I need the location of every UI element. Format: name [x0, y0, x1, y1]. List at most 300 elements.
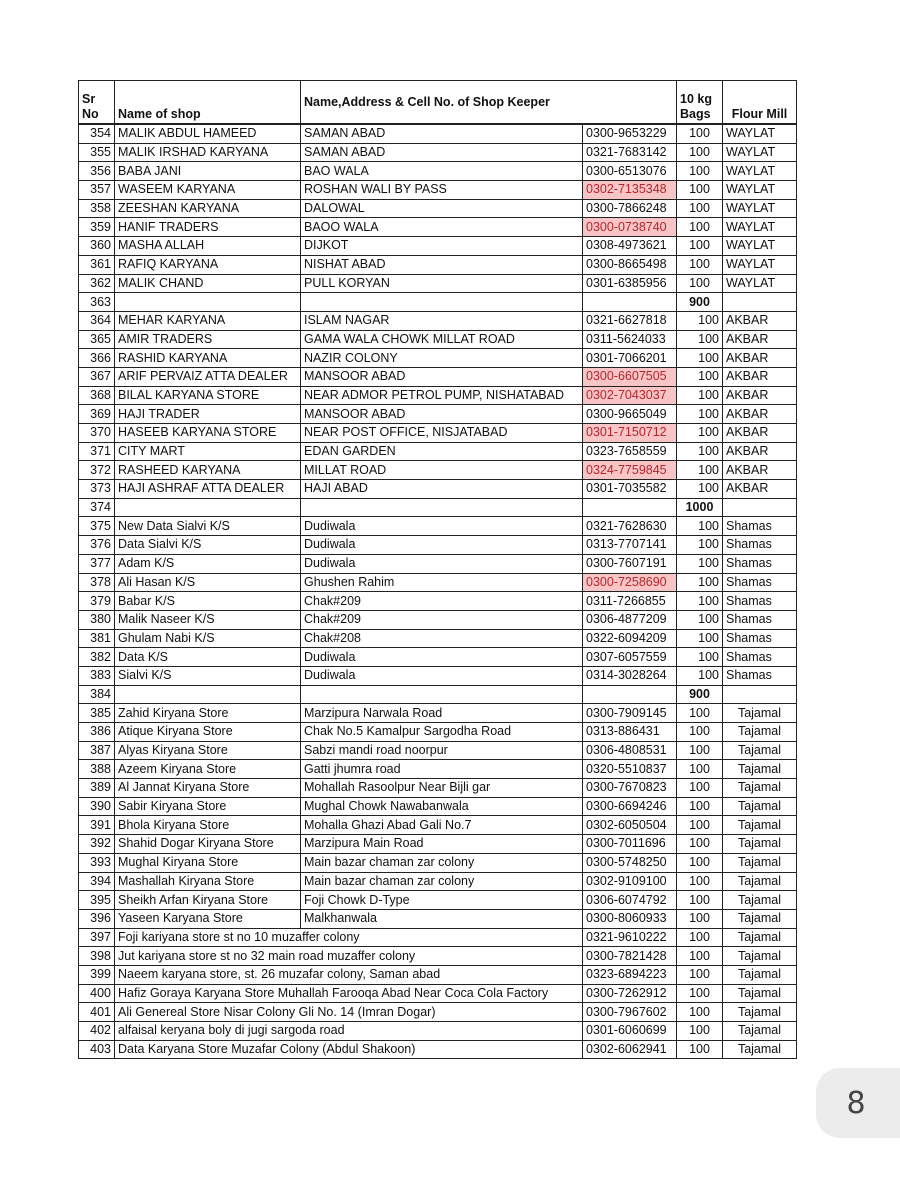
- cell-flour-mill: AKBAR: [723, 349, 797, 368]
- cell-bags: 100: [677, 573, 723, 592]
- cell-phone: [583, 498, 677, 517]
- cell-sr-no: 373: [79, 480, 115, 499]
- table-row: [79, 1003, 797, 1022]
- cell-flour-mill: WAYLAT: [723, 181, 797, 200]
- cell-bags: 100: [677, 274, 723, 293]
- cell-sr-no: 399: [79, 965, 115, 984]
- header-name-of-shop: Name of shop: [115, 81, 301, 125]
- cell-flour-mill: WAYLAT: [723, 274, 797, 293]
- cell-sr-no: 372: [79, 461, 115, 480]
- table-body: [79, 124, 797, 1059]
- table-row: [79, 255, 797, 274]
- cell-bags: 100: [677, 1040, 723, 1059]
- cell-sr-no: 401: [79, 1003, 115, 1022]
- cell-address: NAZIR COLONY: [301, 349, 583, 368]
- cell-shop-name: Data K/S: [115, 648, 301, 667]
- cell-sr-no: 358: [79, 199, 115, 218]
- cell-shop-name: Al Jannat Kiryana Store: [115, 779, 301, 798]
- cell-address: Malkhanwala: [301, 909, 583, 928]
- cell-bags: 100: [677, 723, 723, 742]
- cell-address: PULL KORYAN: [301, 274, 583, 293]
- cell-phone: 0300-9653229: [583, 124, 677, 143]
- cell-sr-no: 389: [79, 779, 115, 798]
- table-row: [79, 760, 797, 779]
- cell-address: MANSOOR ABAD: [301, 405, 583, 424]
- cell-address: [301, 293, 583, 312]
- cell-shop-name: Data Sialvi K/S: [115, 536, 301, 555]
- cell-bags: 100: [677, 162, 723, 181]
- cell-sr-no: 393: [79, 853, 115, 872]
- table-row: [79, 181, 797, 200]
- cell-shop-name: RAFIQ KARYANA: [115, 255, 301, 274]
- cell-bags: 100: [677, 704, 723, 723]
- table-row: [79, 779, 797, 798]
- cell-bags: 100: [677, 330, 723, 349]
- cell-bags: 100: [677, 610, 723, 629]
- cell-address: Dudiwala: [301, 536, 583, 555]
- cell-flour-mill: AKBAR: [723, 424, 797, 443]
- cell-address: BAO WALA: [301, 162, 583, 181]
- cell-phone: [583, 685, 677, 704]
- header-bags-bottom: Bags: [680, 107, 711, 121]
- cell-address: Ghushen Rahim: [301, 573, 583, 592]
- cell-phone: 0322-6094209: [583, 629, 677, 648]
- cell-shop-name: MEHAR KARYANA: [115, 311, 301, 330]
- cell-phone: 0323-6894223: [583, 965, 677, 984]
- cell-sr-no: 370: [79, 424, 115, 443]
- shop-table: [78, 80, 797, 1059]
- cell-flour-mill: AKBAR: [723, 330, 797, 349]
- cell-address: Gatti jhumra road: [301, 760, 583, 779]
- cell-sr-no: 398: [79, 947, 115, 966]
- cell-shop-name: Sabir Kiryana Store: [115, 797, 301, 816]
- cell-bags: 100: [677, 592, 723, 611]
- cell-sr-no: 383: [79, 666, 115, 685]
- cell-flour-mill: Tajamal: [723, 797, 797, 816]
- cell-shop-name: Mughal Kiryana Store: [115, 853, 301, 872]
- cell-sr-no: 394: [79, 872, 115, 891]
- cell-address: Chak#209: [301, 610, 583, 629]
- cell-sr-no: 371: [79, 442, 115, 461]
- cell-bags: 100: [677, 480, 723, 499]
- cell-phone: 0302-7135348: [583, 181, 677, 200]
- table-row: [79, 143, 797, 162]
- table-row: [79, 816, 797, 835]
- cell-phone: 0311-5624033: [583, 330, 677, 349]
- cell-phone: 0306-4808531: [583, 741, 677, 760]
- table-row: [79, 573, 797, 592]
- table-row: [79, 947, 797, 966]
- cell-shop-name: CITY MART: [115, 442, 301, 461]
- cell-shop-details: Jut kariyana store st no 32 main road muzaffer colony: [115, 947, 583, 966]
- cell-flour-mill: Tajamal: [723, 984, 797, 1003]
- cell-phone: 0301-7150712: [583, 424, 677, 443]
- cell-flour-mill: Tajamal: [723, 816, 797, 835]
- table-row: [79, 610, 797, 629]
- cell-flour-mill: WAYLAT: [723, 237, 797, 256]
- cell-phone: 0320-5510837: [583, 760, 677, 779]
- cell-phone: [583, 293, 677, 312]
- cell-shop-name: Sialvi K/S: [115, 666, 301, 685]
- cell-flour-mill: Shamas: [723, 592, 797, 611]
- cell-address: NEAR POST OFFICE, NISJATABAD: [301, 424, 583, 443]
- cell-address: SAMAN ABAD: [301, 124, 583, 143]
- table-row: [79, 405, 797, 424]
- cell-phone: 0302-6050504: [583, 816, 677, 835]
- cell-phone: 0300-7262912: [583, 984, 677, 1003]
- cell-bags: 100: [677, 760, 723, 779]
- cell-shop-name: MASHA ALLAH: [115, 237, 301, 256]
- cell-shop-name: ZEESHAN KARYANA: [115, 199, 301, 218]
- table-row: [79, 872, 797, 891]
- cell-phone: 0324-7759845: [583, 461, 677, 480]
- cell-flour-mill: Tajamal: [723, 1022, 797, 1041]
- cell-phone: 0323-7658559: [583, 442, 677, 461]
- cell-shop-name: WASEEM KARYANA: [115, 181, 301, 200]
- cell-bags: 100: [677, 853, 723, 872]
- cell-address: Main bazar chaman zar colony: [301, 853, 583, 872]
- cell-address: Marzipura Main Road: [301, 835, 583, 854]
- subtotal-row: [79, 498, 797, 517]
- cell-bags: 100: [677, 367, 723, 386]
- cell-shop-details: Hafiz Goraya Karyana Store Muhallah Farooqa Abad Near Coca Cola Factory: [115, 984, 583, 1003]
- cell-address: Chak#209: [301, 592, 583, 611]
- cell-sr-no: 366: [79, 349, 115, 368]
- cell-bags: 100: [677, 199, 723, 218]
- cell-sr-no: 364: [79, 311, 115, 330]
- cell-bags: 100: [677, 124, 723, 143]
- cell-phone: 0302-7043037: [583, 386, 677, 405]
- cell-address: NEAR ADMOR PETROL PUMP, NISHATABAD: [301, 386, 583, 405]
- cell-bags: 100: [677, 255, 723, 274]
- subtotal-row: [79, 685, 797, 704]
- cell-sr-no: 384: [79, 685, 115, 704]
- cell-flour-mill: Tajamal: [723, 723, 797, 742]
- cell-bags: 100: [677, 554, 723, 573]
- cell-shop-name: MALIK CHAND: [115, 274, 301, 293]
- cell-bags: 100: [677, 405, 723, 424]
- table-row: [79, 162, 797, 181]
- cell-address: BAOO WALA: [301, 218, 583, 237]
- cell-phone: 0300-0738740: [583, 218, 677, 237]
- cell-address: Mohallah Rasoolpur Near Bijli gar: [301, 779, 583, 798]
- cell-shop-name: AMIR TRADERS: [115, 330, 301, 349]
- cell-bags: 100: [677, 965, 723, 984]
- header-sr: Sr: [82, 92, 96, 106]
- cell-address: NISHAT ABAD: [301, 255, 583, 274]
- cell-shop-name: MALIK ABDUL HAMEED: [115, 124, 301, 143]
- cell-bags: 100: [677, 237, 723, 256]
- cell-phone: 0306-6074792: [583, 891, 677, 910]
- cell-flour-mill: Tajamal: [723, 965, 797, 984]
- cell-shop-name: RASHEED KARYANA: [115, 461, 301, 480]
- cell-bags: 100: [677, 984, 723, 1003]
- cell-address: Foji Chowk D-Type: [301, 891, 583, 910]
- cell-sr-no: 376: [79, 536, 115, 555]
- table-row: [79, 723, 797, 742]
- cell-flour-mill: Shamas: [723, 648, 797, 667]
- cell-phone: 0300-7258690: [583, 573, 677, 592]
- cell-address: MANSOOR ABAD: [301, 367, 583, 386]
- cell-sr-no: 368: [79, 386, 115, 405]
- cell-shop-name: Babar K/S: [115, 592, 301, 611]
- cell-flour-mill: WAYLAT: [723, 255, 797, 274]
- cell-address: SAMAN ABAD: [301, 143, 583, 162]
- cell-address: EDAN GARDEN: [301, 442, 583, 461]
- cell-bags: 100: [677, 741, 723, 760]
- cell-flour-mill: Tajamal: [723, 835, 797, 854]
- cell-flour-mill: Tajamal: [723, 760, 797, 779]
- cell-bags: 100: [677, 928, 723, 947]
- cell-flour-mill: Tajamal: [723, 853, 797, 872]
- table-row: [79, 704, 797, 723]
- cell-bags: 100: [677, 1022, 723, 1041]
- cell-address: [301, 498, 583, 517]
- cell-phone: 0300-7967602: [583, 1003, 677, 1022]
- cell-sr-no: 382: [79, 648, 115, 667]
- cell-address: DALOWAL: [301, 199, 583, 218]
- table-row: [79, 386, 797, 405]
- cell-bags: 100: [677, 311, 723, 330]
- table-row: [79, 349, 797, 368]
- cell-shop-name: Ghulam Nabi K/S: [115, 629, 301, 648]
- header-row: [79, 81, 797, 125]
- cell-bags: 100: [677, 835, 723, 854]
- table-row: [79, 554, 797, 573]
- cell-sr-no: 360: [79, 237, 115, 256]
- cell-flour-mill: AKBAR: [723, 386, 797, 405]
- cell-bags: 100: [677, 143, 723, 162]
- cell-bags: 100: [677, 181, 723, 200]
- cell-flour-mill: AKBAR: [723, 480, 797, 499]
- cell-bags-total: 1000: [677, 498, 723, 517]
- cell-phone: 0301-6385956: [583, 274, 677, 293]
- cell-sr-no: 357: [79, 181, 115, 200]
- cell-flour-mill: [723, 498, 797, 517]
- cell-address: Dudiwala: [301, 666, 583, 685]
- cell-bags: 100: [677, 218, 723, 237]
- cell-address: ROSHAN WALI BY PASS: [301, 181, 583, 200]
- cell-address: Mohalla Ghazi Abad Gali No.7: [301, 816, 583, 835]
- cell-bags: 100: [677, 536, 723, 555]
- cell-flour-mill: Tajamal: [723, 891, 797, 910]
- cell-flour-mill: WAYLAT: [723, 143, 797, 162]
- cell-flour-mill: [723, 685, 797, 704]
- table-row: [79, 965, 797, 984]
- cell-phone: 0321-7683142: [583, 143, 677, 162]
- table-row: [79, 648, 797, 667]
- cell-flour-mill: Shamas: [723, 517, 797, 536]
- cell-sr-no: 369: [79, 405, 115, 424]
- cell-address: [301, 685, 583, 704]
- table-row: [79, 928, 797, 947]
- cell-phone: 0321-9610222: [583, 928, 677, 947]
- cell-bags: 100: [677, 666, 723, 685]
- table-row: [79, 592, 797, 611]
- cell-bags: 100: [677, 349, 723, 368]
- cell-phone: 0321-7628630: [583, 517, 677, 536]
- cell-address: Sabzi mandi road noorpur: [301, 741, 583, 760]
- cell-shop-details: Foji kariyana store st no 10 muzaffer colony: [115, 928, 583, 947]
- cell-phone: 0313-886431: [583, 723, 677, 742]
- cell-shop-name: BABA JANI: [115, 162, 301, 181]
- cell-phone: 0300-9665049: [583, 405, 677, 424]
- cell-address: GAMA WALA CHOWK MILLAT ROAD: [301, 330, 583, 349]
- cell-sr-no: 403: [79, 1040, 115, 1059]
- page-number-badge: [816, 1068, 900, 1138]
- cell-flour-mill: Tajamal: [723, 779, 797, 798]
- cell-flour-mill: Shamas: [723, 554, 797, 573]
- cell-address: Dudiwala: [301, 517, 583, 536]
- cell-shop-name: Malik Naseer K/S: [115, 610, 301, 629]
- cell-bags: 100: [677, 797, 723, 816]
- cell-flour-mill: Tajamal: [723, 1003, 797, 1022]
- cell-sr-no: 388: [79, 760, 115, 779]
- cell-shop-name: [115, 498, 301, 517]
- cell-sr-no: 385: [79, 704, 115, 723]
- cell-sr-no: 375: [79, 517, 115, 536]
- cell-address: HAJI ABAD: [301, 480, 583, 499]
- cell-phone: 0306-4877209: [583, 610, 677, 629]
- subtotal-row: [79, 293, 797, 312]
- page-number: 8: [846, 1085, 866, 1121]
- cell-shop-name: Azeem Kiryana Store: [115, 760, 301, 779]
- cell-flour-mill: AKBAR: [723, 442, 797, 461]
- cell-bags: 100: [677, 648, 723, 667]
- cell-bags: 100: [677, 816, 723, 835]
- cell-bags: 100: [677, 872, 723, 891]
- table-row: [79, 461, 797, 480]
- cell-phone: 0300-6607505: [583, 367, 677, 386]
- cell-address: Main bazar chaman zar colony: [301, 872, 583, 891]
- cell-flour-mill: WAYLAT: [723, 199, 797, 218]
- cell-shop-name: Atique Kiryana Store: [115, 723, 301, 742]
- cell-flour-mill: WAYLAT: [723, 218, 797, 237]
- table-row: [79, 199, 797, 218]
- cell-flour-mill: Shamas: [723, 536, 797, 555]
- cell-shop-name: HANIF TRADERS: [115, 218, 301, 237]
- cell-address: Dudiwala: [301, 648, 583, 667]
- cell-phone: 0300-7866248: [583, 199, 677, 218]
- table-row: [79, 891, 797, 910]
- cell-sr-no: 391: [79, 816, 115, 835]
- cell-sr-no: 356: [79, 162, 115, 181]
- cell-flour-mill: Tajamal: [723, 872, 797, 891]
- cell-address: MILLAT ROAD: [301, 461, 583, 480]
- cell-sr-no: 379: [79, 592, 115, 611]
- cell-sr-no: 374: [79, 498, 115, 517]
- cell-address: Mughal Chowk Nawabanwala: [301, 797, 583, 816]
- cell-phone: 0302-9109100: [583, 872, 677, 891]
- table-row: [79, 124, 797, 143]
- table-row: [79, 666, 797, 685]
- cell-sr-no: 363: [79, 293, 115, 312]
- cell-bags: 100: [677, 891, 723, 910]
- cell-bags-total: 900: [677, 685, 723, 704]
- cell-shop-name: Sheikh Arfan Kiryana Store: [115, 891, 301, 910]
- cell-phone: 0300-6513076: [583, 162, 677, 181]
- table-row: [79, 218, 797, 237]
- table-row: [79, 984, 797, 1003]
- cell-shop-name: Bhola Kiryana Store: [115, 816, 301, 835]
- cell-shop-name: Ali Hasan K/S: [115, 573, 301, 592]
- table-row: [79, 274, 797, 293]
- cell-shop-name: Yaseen Karyana Store: [115, 909, 301, 928]
- cell-flour-mill: AKBAR: [723, 311, 797, 330]
- cell-sr-no: 396: [79, 909, 115, 928]
- header-bags: [677, 81, 723, 125]
- cell-flour-mill: Tajamal: [723, 741, 797, 760]
- cell-sr-no: 380: [79, 610, 115, 629]
- cell-shop-name: New Data Sialvi K/S: [115, 517, 301, 536]
- header-bags-top: 10 kg: [680, 92, 712, 106]
- cell-shop-name: HASEEB KARYANA STORE: [115, 424, 301, 443]
- cell-shop-name: Alyas Kiryana Store: [115, 741, 301, 760]
- cell-flour-mill: Shamas: [723, 666, 797, 685]
- cell-shop-name: Mashallah Kiryana Store: [115, 872, 301, 891]
- cell-shop-name: HAJI ASHRAF ATTA DEALER: [115, 480, 301, 499]
- cell-flour-mill: Shamas: [723, 610, 797, 629]
- cell-phone: 0300-8060933: [583, 909, 677, 928]
- table-row: [79, 835, 797, 854]
- cell-sr-no: 378: [79, 573, 115, 592]
- table-row: [79, 330, 797, 349]
- cell-phone: 0302-6062941: [583, 1040, 677, 1059]
- cell-flour-mill: Tajamal: [723, 928, 797, 947]
- cell-shop-name: RASHID KARYANA: [115, 349, 301, 368]
- cell-sr-no: 361: [79, 255, 115, 274]
- cell-sr-no: 395: [79, 891, 115, 910]
- table-row: [79, 442, 797, 461]
- table-row: [79, 741, 797, 760]
- table-row: [79, 480, 797, 499]
- cell-phone: 0314-3028264: [583, 666, 677, 685]
- cell-shop-details: Ali Genereal Store Nisar Colony Gli No. 14 (Imran Dogar): [115, 1003, 583, 1022]
- cell-shop-details: Naeem karyana store, st. 26 muzafar colony, Saman abad: [115, 965, 583, 984]
- cell-shop-name: Zahid Kiryana Store: [115, 704, 301, 723]
- cell-bags: 100: [677, 629, 723, 648]
- cell-bags: 100: [677, 424, 723, 443]
- cell-address: Chak No.5 Kamalpur Sargodha Road: [301, 723, 583, 742]
- cell-bags: 100: [677, 386, 723, 405]
- cell-bags: 100: [677, 779, 723, 798]
- cell-sr-no: 392: [79, 835, 115, 854]
- cell-flour-mill: AKBAR: [723, 405, 797, 424]
- cell-sr-no: 381: [79, 629, 115, 648]
- cell-sr-no: 355: [79, 143, 115, 162]
- table-row: [79, 311, 797, 330]
- cell-flour-mill: Tajamal: [723, 704, 797, 723]
- cell-sr-no: 377: [79, 554, 115, 573]
- table-row: [79, 909, 797, 928]
- cell-sr-no: 362: [79, 274, 115, 293]
- cell-phone: 0307-6057559: [583, 648, 677, 667]
- cell-sr-no: 367: [79, 367, 115, 386]
- cell-shop-name: MALIK IRSHAD KARYANA: [115, 143, 301, 162]
- cell-sr-no: 386: [79, 723, 115, 742]
- header-shop-keeper: Name,Address & Cell No. of Shop Keeper: [301, 81, 677, 125]
- cell-sr-no: 354: [79, 124, 115, 143]
- table-row: [79, 1022, 797, 1041]
- cell-flour-mill: AKBAR: [723, 367, 797, 386]
- cell-bags: 100: [677, 442, 723, 461]
- cell-shop-name: [115, 293, 301, 312]
- cell-phone: 0300-7909145: [583, 704, 677, 723]
- cell-phone: 0300-7011696: [583, 835, 677, 854]
- cell-flour-mill: WAYLAT: [723, 162, 797, 181]
- cell-flour-mill: Shamas: [723, 573, 797, 592]
- cell-bags-total: 900: [677, 293, 723, 312]
